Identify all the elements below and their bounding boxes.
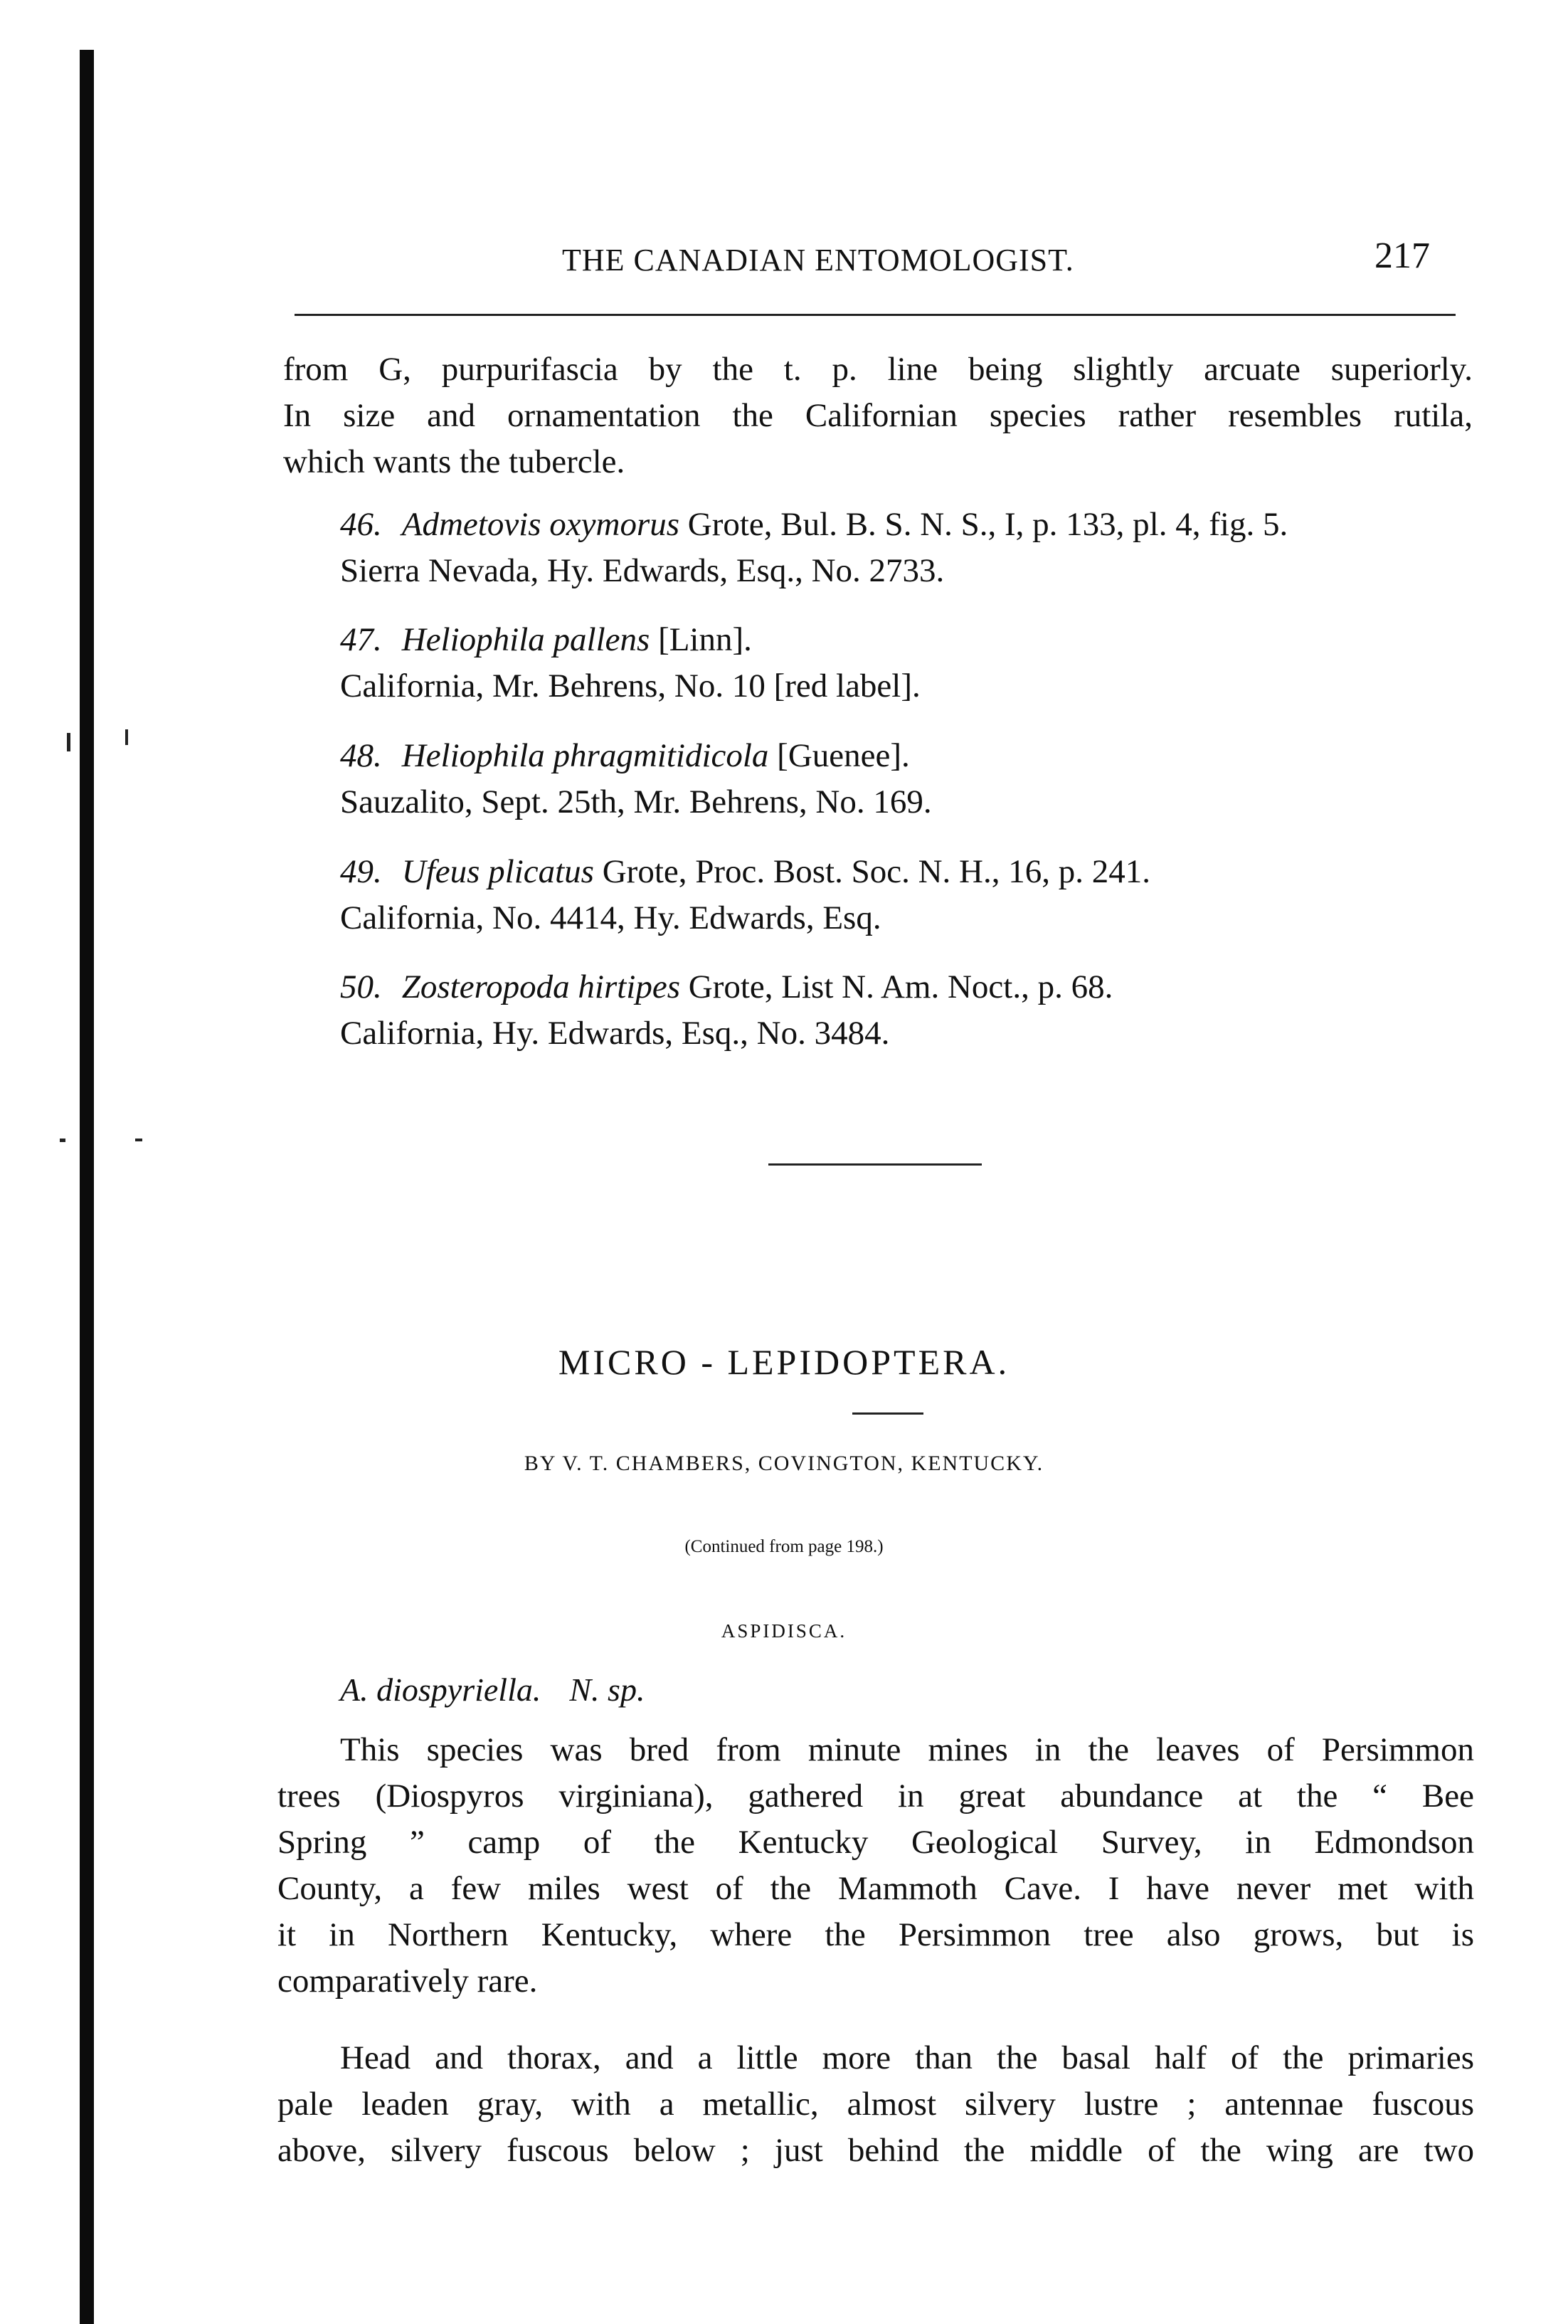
species-name: A. diospyriella. — [340, 1671, 541, 1708]
entry-number: 50. — [340, 968, 382, 1005]
paragraph-line: pale leaden gray, with a metallic, almost silvery lustre ; antennae fuscous — [277, 2086, 1474, 2123]
entry-species-name: Zosteropoda hirtipes — [401, 968, 681, 1005]
entry-locality: California, No. 4414, Hy. Edwards, Esq. — [340, 899, 881, 936]
intro-line: In size and ornamentation the Californian species rather resembles rutila, — [283, 397, 1473, 434]
entry-species-name: Ufeus plicatus — [401, 853, 594, 890]
intro-line: which wants the tubercle. — [283, 443, 625, 480]
intro-line: from G, purpurifascia by the t. p. line being slightly arcuate superiorly. — [283, 351, 1473, 388]
continued-note: (Continued from page 198.) — [684, 1537, 884, 1556]
entry-reference: Grote, Bul. B. S. N. S., I, p. 133, pl. 4, fig. 5. — [687, 506, 1288, 543]
paragraph-line: Spring ” camp of the Kentucky Geological Survey, in Edmondson — [277, 1824, 1474, 1861]
running-header-title: THE CANADIAN ENTOMOLOGIST. — [562, 243, 1074, 278]
entry-locality: Sierra Nevada, Hy. Edwards, Esq., No. 2733. — [340, 552, 945, 589]
entry-number: 47. — [340, 621, 382, 658]
header-rule — [295, 314, 1456, 316]
scan-mark — [125, 729, 128, 745]
scan-mark — [135, 1139, 142, 1141]
entry-48 — [340, 736, 910, 775]
scan-mark — [67, 733, 70, 751]
entry-49 — [340, 852, 1150, 891]
entry-species-name: Heliophila pallens — [401, 621, 650, 658]
page-number: 217 — [1374, 236, 1430, 276]
entry-reference: Grote, Proc. Bost. Soc. N. H., 16, p. 241. — [602, 853, 1150, 890]
book-binding-edge — [80, 50, 94, 2324]
entry-reference: Grote, List N. Am. Noct., p. 68. — [688, 968, 1113, 1005]
paragraph-line: comparatively rare. — [277, 1963, 538, 2000]
entry-number: 46. — [340, 506, 382, 543]
entry-50 — [340, 968, 1113, 1006]
paragraph-line: it in Northern Kentucky, where the Persimmon tree also grows, but is — [277, 1916, 1474, 1953]
scan-mark — [60, 1139, 65, 1142]
section-separator-rule — [768, 1163, 982, 1166]
entry-46 — [340, 505, 1288, 544]
entry-reference: [Guenee]. — [777, 737, 910, 774]
article-title: MICRO - LEPIDOPTERA. — [558, 1342, 1010, 1382]
genus-heading: ASPIDISCA. — [721, 1620, 847, 1642]
paragraph-line: This species was bred from minute mines in the leaves of Persimmon — [340, 1731, 1474, 1768]
species-heading — [340, 1671, 645, 1708]
entry-species-name: Admetovis oxymorus — [401, 506, 680, 543]
entry-locality: Sauzalito, Sept. 25th, Mr. Behrens, No. 169. — [340, 783, 932, 820]
paragraph-line: Head and thorax, and a little more than the basal half of the primaries — [340, 2039, 1474, 2076]
article-byline: BY V. T. CHAMBERS, COVINGTON, KENTUCKY. — [524, 1452, 1044, 1475]
new-species-note: N. sp. — [569, 1671, 645, 1708]
entry-number: 49. — [340, 853, 382, 890]
paragraph-line: trees (Diospyros virginiana), gathered in great abundance at the “ Bee — [277, 1778, 1474, 1815]
title-rule — [852, 1412, 923, 1415]
entry-locality: California, Mr. Behrens, No. 10 [red label]. — [340, 667, 921, 704]
entry-species-name: Heliophila phragmitidicola — [401, 737, 769, 774]
entry-locality: California, Hy. Edwards, Esq., No. 3484. — [340, 1015, 890, 1052]
paragraph-line: above, silvery fuscous below ; just behind the middle of the wing are two — [277, 2132, 1474, 2169]
entry-reference: [Linn]. — [658, 621, 752, 658]
entry-number: 48. — [340, 737, 382, 774]
entry-47 — [340, 620, 752, 659]
paragraph-line: County, a few miles west of the Mammoth Cave. I have never met with — [277, 1870, 1474, 1907]
